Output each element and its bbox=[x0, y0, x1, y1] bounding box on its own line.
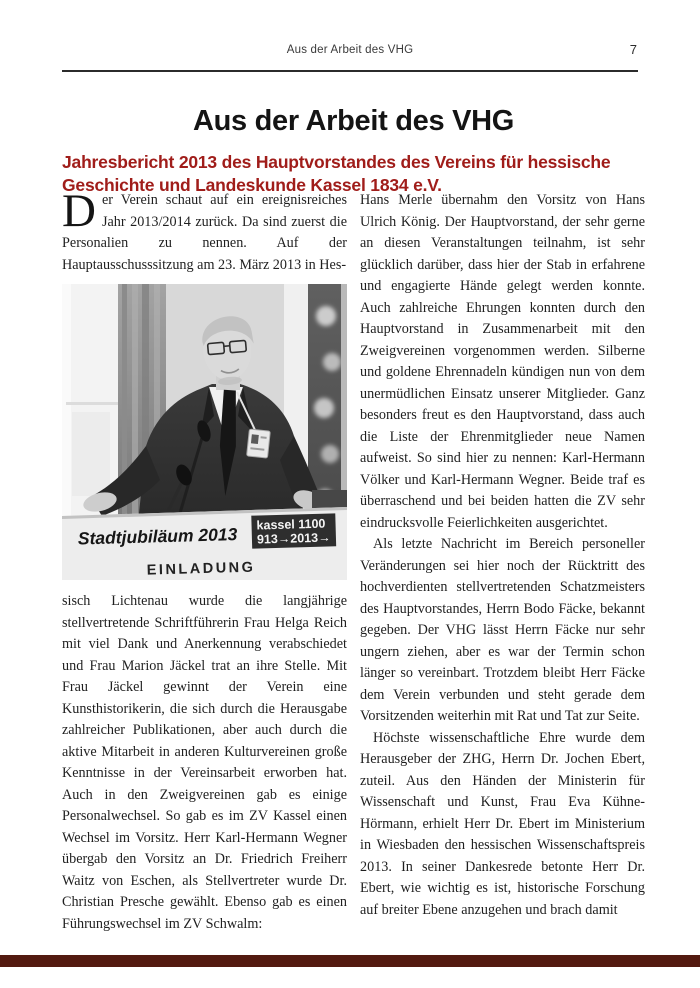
drop-cap: D bbox=[62, 185, 96, 237]
footer-bar bbox=[0, 955, 700, 967]
paragraph bbox=[62, 185, 347, 276]
sign-subline: EINLADUNG bbox=[146, 559, 256, 579]
sign-badge-line1: kassel 1100 bbox=[256, 516, 326, 533]
header-rule bbox=[62, 70, 638, 72]
speaker-photo bbox=[62, 284, 347, 580]
page-number: 7 bbox=[629, 42, 637, 57]
paragraph: sisch Lichtenau wurde die langjährige stellvertretende Schriftführerin Frau Helga Reich mit viel Dank und Anerkennung verabschiedet und Frau Marion Jäckel trat an ihre Stelle. Mit Frau Jäckel gewinnt der Verein eine Kunsthistorikerin, die sich durch die Herausgabe zahlreicher Publikationen, aber auch durch die aktive Mitarbeit in anderen Kulturvereinen große Kenntnisse in der Vereinsarbeit erworben hat. Auch in den Zweigvereinen gab es einige Personalwechsel. So gab es im ZV Kassel einen Wechsel im Vorsitz. Herr Karl-Hermann Wegner übergab den Vorsitz an Dr. Friedrich Freiherr Waitz von Eschen, als Stellvertreter wurde Dr. Christian Presche gewählt. Ebenso gab es einen Führungswechsel im ZV Schwalm: bbox=[62, 593, 347, 932]
page-title: Aus der Arbeit des VHG bbox=[192, 105, 515, 138]
left-column bbox=[62, 185, 347, 935]
paragraph: Hans Merle übernahm den Vorsitz von Hans Ulrich König. Der Hauptvorstand, der sehr gerne an diesen Veranstaltungen teilnahm, ist sehr glücklich darüber, dass hier der Stab in erfahrene und engagierte Hände gelegt werden konnte. Auch zahlreiche Ehrungen konnten durch den Hauptvorstand in Zusammenarbeit mit den Zweigvereinen vorgenommen werden. Silberne und goldene Ehrennadeln kündigen nun von dem unermüdlichen Einsatz unserer Mitglieder. Ganz besonders freut es den Hauptvorstand, dass auch die Liste der Ehrenmitglieder neue Namen aufweist. So sind hier zu nennen: Karl-Hermann Völker und Karl-Hermann Wegner. Beide traf es überraschend und bei beiden hatten die ZV sehr eindrucksvolle Feierlichkeiten ausgerichtet. bbox=[360, 192, 645, 531]
paragraph-text: er Verein schaut auf ein ereignisreiches Jahr 2013/2014 zurück. Da sind zuerst die Personalien zu nennen. Auf der Hauptausschusssitzung am 23. März 2013 in Hes- bbox=[62, 192, 347, 273]
right-column bbox=[360, 190, 645, 935]
podium-sign bbox=[62, 507, 347, 580]
running-header: Aus der Arbeit des VHG bbox=[286, 44, 414, 56]
sign-badge-line2: 913→2013→ bbox=[256, 530, 331, 547]
sign-title: Stadtjubiläum 2013 bbox=[77, 524, 238, 549]
paragraph: Als letzte Nachricht im Bereich personeller Veränderungen sei hier noch der Rücktritt des hochverdienten stellvertretenden Schatzmeisters des Hauptvorstandes, Herrn Bodo Fäcke, bekannt gegeben. Der VHG lässt Herrn Fäcke nur sehr ungern ziehen, aber es war der Termin schon länger so vereinbart. Trotzdem bleibt Herr Fäcke dem Verein verbunden und steht gerade dem Vorsitzenden weiterhin mit Rat und Tat zur Seite. bbox=[360, 536, 645, 724]
name-badge bbox=[247, 429, 271, 458]
article-body bbox=[62, 185, 645, 935]
paragraph: Höchste wissenschaftliche Ehre wurde dem Herausgeber der ZHG, Herrn Dr. Jochen Ebert, zuteil. Aus den Händen der Ministerin für Wissenschaft und Kunst, Frau Eva Kühne-Hörmann, erhielt Herr Dr. Ebert im Ministerium in Wiesbaden den hessischen Wissenschaftspreis 2013. In seiner Dankesrede betonte Herr Dr. Ebert, wie wichtig es ist, historische Forschung auf breiter Ebene anzugehen und brach damit bbox=[360, 729, 645, 918]
article-subtitle: Jahresbericht 2013 des Hauptvorstandes des Vereins für hessische Geschichte und Landeskunde Kassel 1834 e.V. bbox=[62, 151, 611, 195]
